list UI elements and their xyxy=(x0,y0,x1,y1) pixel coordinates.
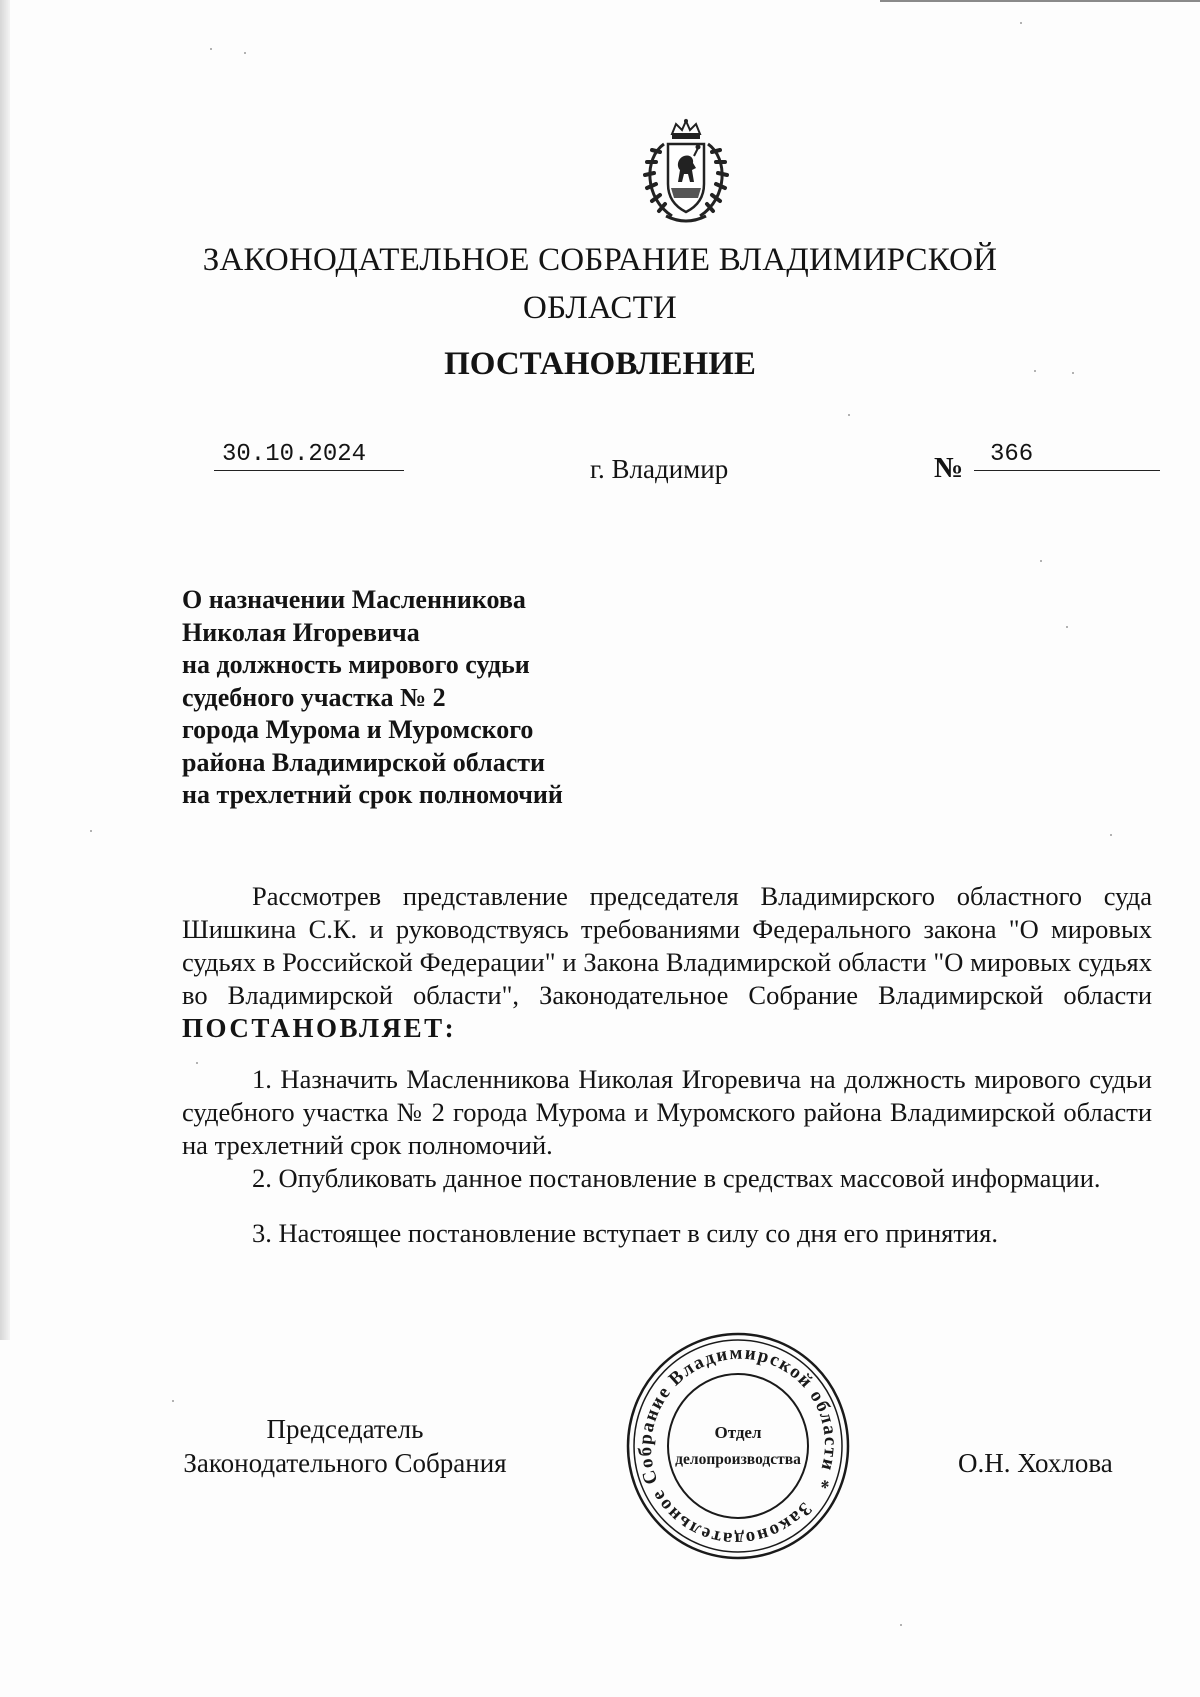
subject-line: на должность мирового судьи xyxy=(182,650,530,679)
scan-speck xyxy=(1034,370,1036,372)
item-paragraph: 1. Назначить Масленникова Николая Игоревича на должность мирового судьи судебного участка № 2 города Мурома и Муромского района Владимирской области на трехлетний срок полномочий. xyxy=(182,1064,1152,1160)
scan-edge-left xyxy=(0,0,10,1340)
scan-speck xyxy=(244,52,246,54)
subject-line: Николая Игоревича xyxy=(182,617,420,647)
scan-speck xyxy=(1066,626,1068,628)
seal-center-line: делопроизводства xyxy=(675,1451,801,1468)
subject-line: города Мурома и Муромского xyxy=(182,715,534,744)
document-date: 30.10.2024 xyxy=(214,440,404,471)
scan-speck xyxy=(90,830,92,832)
document-city: г. Владимир xyxy=(590,454,729,484)
seal-ring-text: Законодательное Собрание Владимирской области * xyxy=(635,1342,841,1550)
official-seal xyxy=(624,1330,852,1562)
scan-speck xyxy=(1040,560,1042,562)
subject-line: на трехлетний срок полномочий xyxy=(182,780,563,809)
scan-edge-top xyxy=(880,0,1200,2)
signer-title xyxy=(150,1412,540,1480)
signer-name: О.Н. Хохлова xyxy=(958,1448,1113,1478)
scan-speck xyxy=(1020,22,1022,24)
coat-of-arms-icon xyxy=(638,118,734,226)
scan-speck xyxy=(196,1062,198,1064)
document-subject xyxy=(182,584,652,812)
item-paragraph: 2. Опубликовать данное постановление в средствах массовой информации. xyxy=(252,1163,1101,1193)
scan-speck xyxy=(900,1624,902,1626)
signer-title-line: Председатель xyxy=(266,1414,424,1444)
scan-speck xyxy=(172,1400,174,1402)
preamble-paragraph xyxy=(182,880,1152,1045)
scan-speck xyxy=(848,414,850,416)
decree-word: ПОСТАНОВЛЯЕТ: xyxy=(182,1013,457,1043)
document-type-title: ПОСТАНОВЛЕНИЕ xyxy=(444,346,756,382)
scan-speck xyxy=(210,48,212,50)
svg-text:Законодательное Собрание Влади xyxy=(624,1330,852,1562)
scan-speck xyxy=(1072,372,1074,374)
seal-center-line: Отдел xyxy=(714,1423,762,1442)
document-body xyxy=(182,880,1152,1250)
scan-speck xyxy=(1110,834,1112,836)
number-sign: № xyxy=(934,452,964,484)
organization-title: ЗАКОНОДАТЕЛЬНОЕ СОБРАНИЕ ВЛАДИМИРСКОЙ ОБЛАСТИ xyxy=(202,242,998,326)
subject-line: района Владимирской области xyxy=(182,747,546,777)
subject-line: О назначении Масленникова xyxy=(182,585,526,614)
item-paragraph: 3. Настоящее постановление вступает в силу со дня его принятия. xyxy=(252,1218,998,1248)
document-number: 366 xyxy=(974,440,1160,471)
preamble-text: Рассмотрев представление председателя Владимирского областного суда Шишкина С.К. и руководствуясь требованиями Федерального закона "О мировых судьях в Российской Федерации" и Закона Владимирской области "О мировых судьях во Владимирской области", Законодательное Собрание Владимирской области xyxy=(182,881,1152,1010)
subject-line: судебного участка № 2 xyxy=(182,682,446,712)
signer-title-line: Законодательного Собрания xyxy=(183,1448,507,1478)
